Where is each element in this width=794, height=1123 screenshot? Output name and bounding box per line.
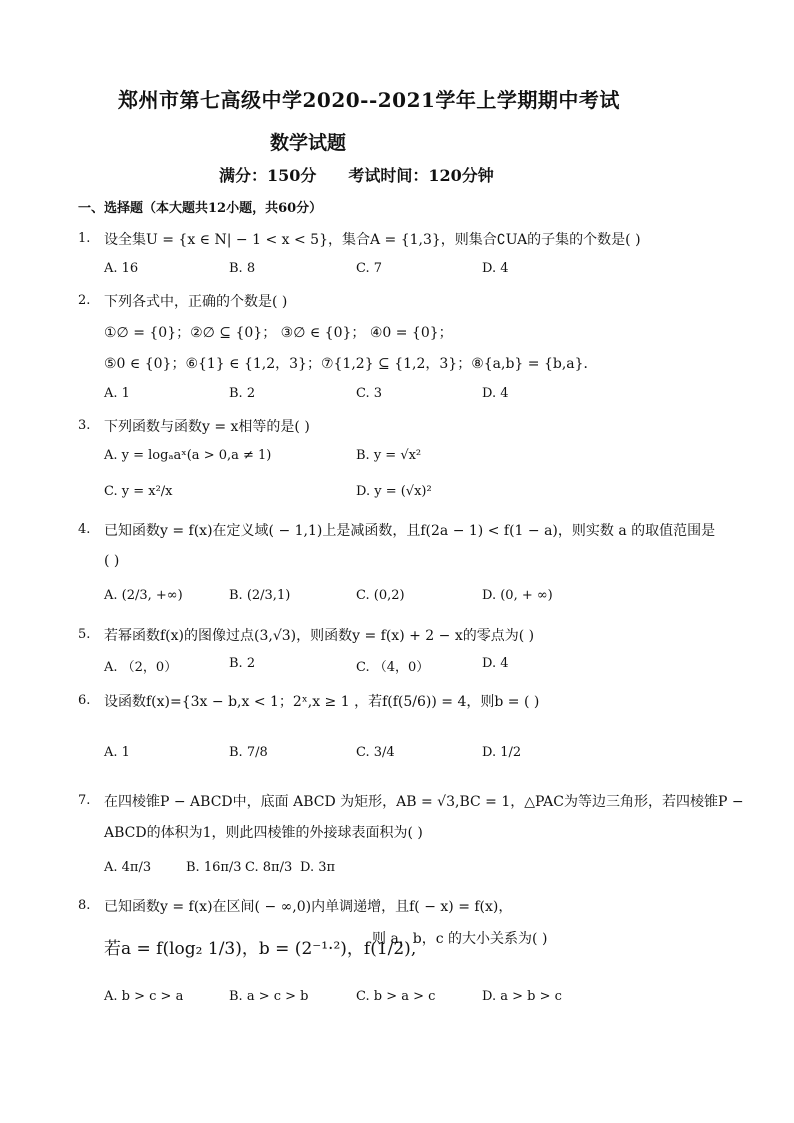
option-d: D. a > b > c (482, 989, 562, 1004)
option-c: C. y = x²/x (104, 484, 173, 499)
question-number: 6. (78, 693, 91, 708)
option-d: D. 4 (482, 656, 509, 671)
option-b: B. 2 (229, 386, 256, 401)
option-d: D. 1/2 (482, 745, 522, 760)
question-text: 下列各式中，正确的个数是( ) (104, 294, 288, 310)
option-b: B. y = √x² (356, 448, 422, 463)
option-b: B. a > c > b (229, 989, 309, 1004)
question-number: 2. (78, 293, 91, 308)
option-c: C. 7 (356, 261, 383, 276)
exam-subtitle: 数学试题 (270, 132, 347, 154)
option-a: A. y = logₐaˣ(a > 0,a ≠ 1) (104, 448, 272, 463)
exam-title: 郑州市第七高级中学2020--2021学年上学期期中考试 (118, 88, 620, 112)
option-b: B. 7/8 (229, 745, 268, 760)
exam-time: 考试时间：120分钟 (348, 166, 494, 185)
option-c: C. b > a > c (356, 989, 436, 1004)
statement-line-2: ⑤0 ∈ {0}；⑥{1} ∈ {1,2，3}；⑦{1,2} ⊆ {1,2，3}；⑧{a,b} = {b,a}． (104, 356, 598, 372)
question-number: 1. (78, 231, 91, 246)
option-c: C. （4，0） (356, 660, 430, 675)
option-a: A. 1 (104, 386, 130, 401)
option-b: B. 16π/3 (186, 860, 242, 875)
statement-line-1: ①∅ = {0}；②∅ ⊆ {0}； ③∅ ∈ {0}； ④0 = {0}； (104, 325, 453, 341)
option-a: A. （2，0） (104, 660, 178, 675)
question-text: 已知函数y = f(x)在区间( − ∞,0)内单调递增，且f( − x) = f(x)， (104, 899, 513, 915)
option-a: A. (2/3, +∞) (104, 588, 183, 603)
question-text: 下列函数与函数y = x相等的是( ) (104, 419, 310, 435)
question-number: 5. (78, 627, 91, 642)
question-text: 已知函数y = f(x)在定义域( − 1,1)上是减函数，且f(2a − 1) < f(1 − a)，则实数 a 的取值范围是 (104, 523, 716, 539)
question-number: 4. (78, 522, 91, 537)
option-d: D. (0, + ∞) (482, 588, 553, 603)
option-c: C. (0,2) (356, 588, 405, 603)
answer-blank: ( ) (104, 553, 120, 569)
option-c: C. 3 (356, 386, 383, 401)
question-text: 若幂函数f(x)的图像过点(3,√3)，则函数y = f(x) + 2 − x的零点为( ) (104, 628, 535, 644)
option-d: D. 4 (482, 261, 509, 276)
question-number: 7. (78, 793, 91, 808)
option-c: C. 8π/3 (245, 860, 293, 875)
question-text: 设全集U = {x ∈ N| − 1 < x < 5}，集合A = {1,3}，则集合∁UA的子集的个数是( ) (104, 232, 641, 248)
option-d: D. 4 (482, 386, 509, 401)
option-a: A. 1 (104, 745, 130, 760)
option-b: B. (2/3,1) (229, 588, 291, 603)
question-number: 3. (78, 418, 91, 433)
question-number: 8. (78, 898, 91, 913)
option-d: D. 3π (300, 860, 336, 875)
question-text: 设函数f(x)={3x − b,x < 1；2ˣ,x ≥ 1 ，若f(f(5/6)) = 4，则b = ( ) (104, 694, 540, 710)
question-continuation: ABCD的体积为1，则此四棱锥的外接球表面积为( ) (104, 825, 423, 841)
condition-line: 若a = f(log₂ 1/3)，b = (2⁻¹·²)，f(1/2), (104, 939, 417, 959)
option-a: A. 16 (104, 261, 139, 276)
option-a: A. b > c > a (104, 989, 184, 1004)
question-prompt: 则 a，b，c 的大小关系为( ) (372, 931, 548, 947)
option-b: B. 2 (229, 656, 256, 671)
exam-meta (219, 163, 494, 186)
full-score: 满分：150分 (219, 166, 317, 185)
option-a: A. 4π/3 (104, 860, 152, 875)
option-d: D. y = (√x)² (356, 484, 432, 499)
section-heading: 一、选择题（本大题共12小题，共60分） (78, 201, 323, 216)
question-text: 在四棱锥P − ABCD中，底面 ABCD 为矩形，AB = √3,BC = 1，△PAC为等边三角形，若四棱锥P − (104, 794, 744, 810)
option-b: B. 8 (229, 261, 256, 276)
option-c: C. 3/4 (356, 745, 395, 760)
